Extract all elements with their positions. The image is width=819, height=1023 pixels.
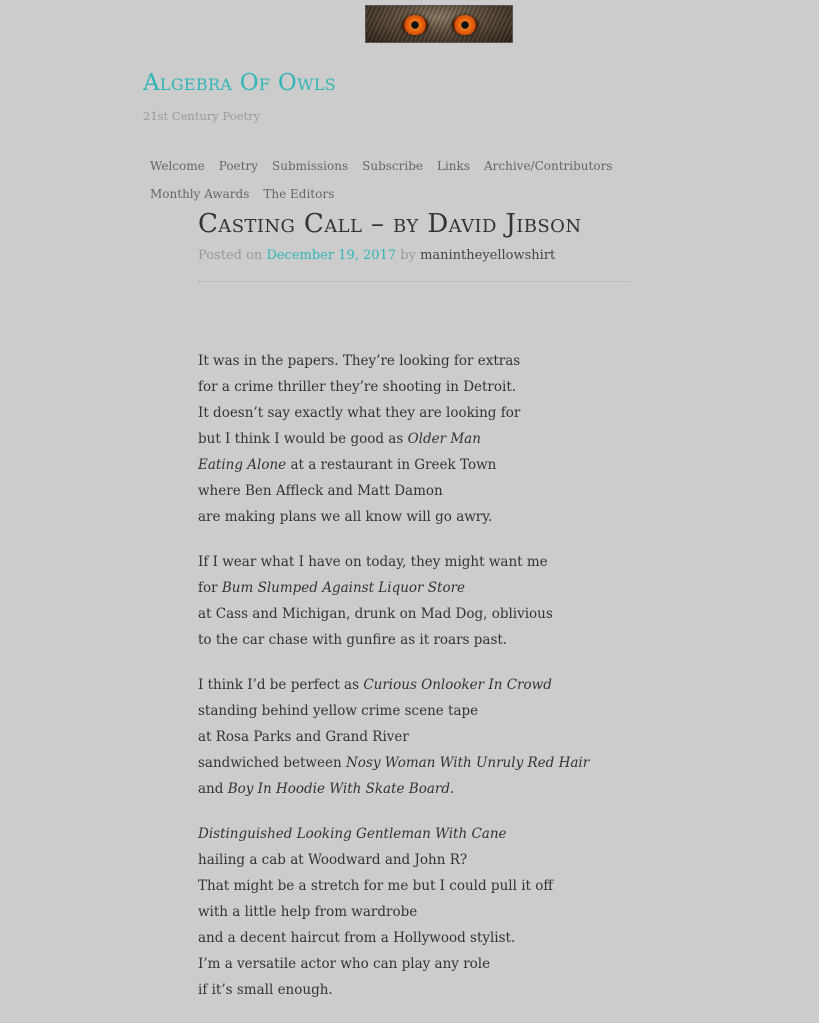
- nav-item-links[interactable]: Links: [437, 159, 470, 173]
- poem-text: I’m a versatile actor who can play any role: [198, 956, 491, 972]
- poem-line: [198, 549, 638, 575]
- by-label: by: [400, 248, 416, 263]
- owl-right-eye-icon: [452, 15, 478, 35]
- nav-item-submissions[interactable]: Submissions: [272, 159, 349, 173]
- poem-line: [198, 899, 638, 925]
- nav-item-the-editors[interactable]: The Editors: [263, 187, 335, 201]
- poem-line: [198, 672, 638, 698]
- owl-feather-texture: [366, 6, 512, 42]
- poem-italic-text: Eating Alone: [198, 457, 287, 473]
- poem-line: [198, 348, 638, 374]
- nav-item-subscribe[interactable]: Subscribe: [362, 159, 423, 173]
- poem-text: but I think I would be good as: [198, 431, 408, 447]
- poem-line: [198, 601, 638, 627]
- poem-stanza: [198, 821, 638, 1003]
- poem-text: for a crime thriller they’re shooting in Detroit.: [198, 379, 517, 395]
- poem-stanza: [198, 348, 638, 530]
- poem-text: It was in the papers. They’re looking for extras: [198, 353, 521, 369]
- poem-text: hailing a cab at Woodward and John R?: [198, 852, 468, 868]
- owl-eyes-banner-image[interactable]: [365, 5, 513, 43]
- poem-line: [198, 627, 638, 653]
- site-tagline: 21st Century Poetry: [143, 109, 261, 123]
- post-meta: [198, 248, 555, 263]
- poem-line: [198, 452, 638, 478]
- poem-text: and: [198, 781, 228, 797]
- poem-line: [198, 374, 638, 400]
- poem-text: to the car chase with gunfire as it roars past.: [198, 632, 508, 648]
- poem-stanza: [198, 549, 638, 653]
- site-title-link[interactable]: Algebra Of Owls: [143, 70, 337, 96]
- poem-text: and a decent haircut from a Hollywood stylist.: [198, 930, 516, 946]
- poem-line: [198, 575, 638, 601]
- poem-text: at Cass and Michigan, drunk on Mad Dog, oblivious: [198, 606, 553, 622]
- poem-line: [198, 821, 638, 847]
- main-navigation: [143, 152, 703, 208]
- poem-text: standing behind yellow crime scene tape: [198, 703, 479, 719]
- poem-line: [198, 698, 638, 724]
- nav-item-poetry[interactable]: Poetry: [218, 159, 258, 173]
- poem-italic-text: Boy In Hoodie With Skate Board.: [227, 781, 455, 797]
- poem-text: are making plans we all know will go awry.: [198, 509, 493, 525]
- poem-text: It doesn’t say exactly what they are looking for: [198, 405, 521, 421]
- poem-italic-text: Nosy Woman With Unruly Red Hair: [345, 755, 590, 771]
- poem-text: If I wear what I have on today, they might want me: [198, 554, 548, 570]
- poem-line: [198, 750, 638, 776]
- poem-line: [198, 951, 638, 977]
- poem-line: [198, 925, 638, 951]
- poem-line: [198, 776, 638, 802]
- poem-text: if it’s small enough.: [198, 982, 333, 998]
- poem-text: I think I’d be perfect as: [198, 677, 364, 693]
- poem-text: at a restaurant in Greek Town: [286, 457, 497, 473]
- owl-left-eye-icon: [402, 15, 428, 35]
- poem-line: [198, 977, 638, 1003]
- poem-line: [198, 426, 638, 452]
- post-title: Casting Call – by David Jibson: [198, 209, 582, 239]
- poem-body: [198, 348, 638, 1022]
- nav-item-archive-contributors[interactable]: Archive/Contributors: [483, 159, 613, 173]
- poem-line: [198, 847, 638, 873]
- posted-on-label: Posted on: [198, 248, 263, 263]
- poem-text: for: [198, 580, 222, 596]
- poem-text: That might be a stretch for me but I could pull it off: [198, 878, 553, 894]
- nav-item-welcome[interactable]: Welcome: [150, 159, 205, 173]
- poem-italic-text: Older Man: [407, 431, 481, 447]
- poem-line: [198, 504, 638, 530]
- poem-line: [198, 478, 638, 504]
- poem-line: [198, 873, 638, 899]
- poem-line: [198, 400, 638, 426]
- poem-italic-text: Curious Onlooker In Crowd: [363, 677, 552, 693]
- post-date-link[interactable]: December 19, 2017: [266, 248, 397, 263]
- post-author-link[interactable]: manintheyellowshirt: [420, 248, 556, 263]
- title-divider: [198, 281, 630, 282]
- poem-text: at Rosa Parks and Grand River: [198, 729, 409, 745]
- poem-text: sandwiched between: [198, 755, 346, 771]
- poem-italic-text: Bum Slumped Against Liquor Store: [221, 580, 466, 596]
- poem-stanza: [198, 672, 638, 802]
- poem-text: with a little help from wardrobe: [198, 904, 418, 920]
- poem-italic-text: Distinguished Looking Gentleman With Cane: [198, 826, 507, 842]
- poem-text: where Ben Affleck and Matt Damon: [198, 483, 443, 499]
- nav-item-monthly-awards[interactable]: Monthly Awards: [150, 187, 250, 201]
- poem-line: [198, 724, 638, 750]
